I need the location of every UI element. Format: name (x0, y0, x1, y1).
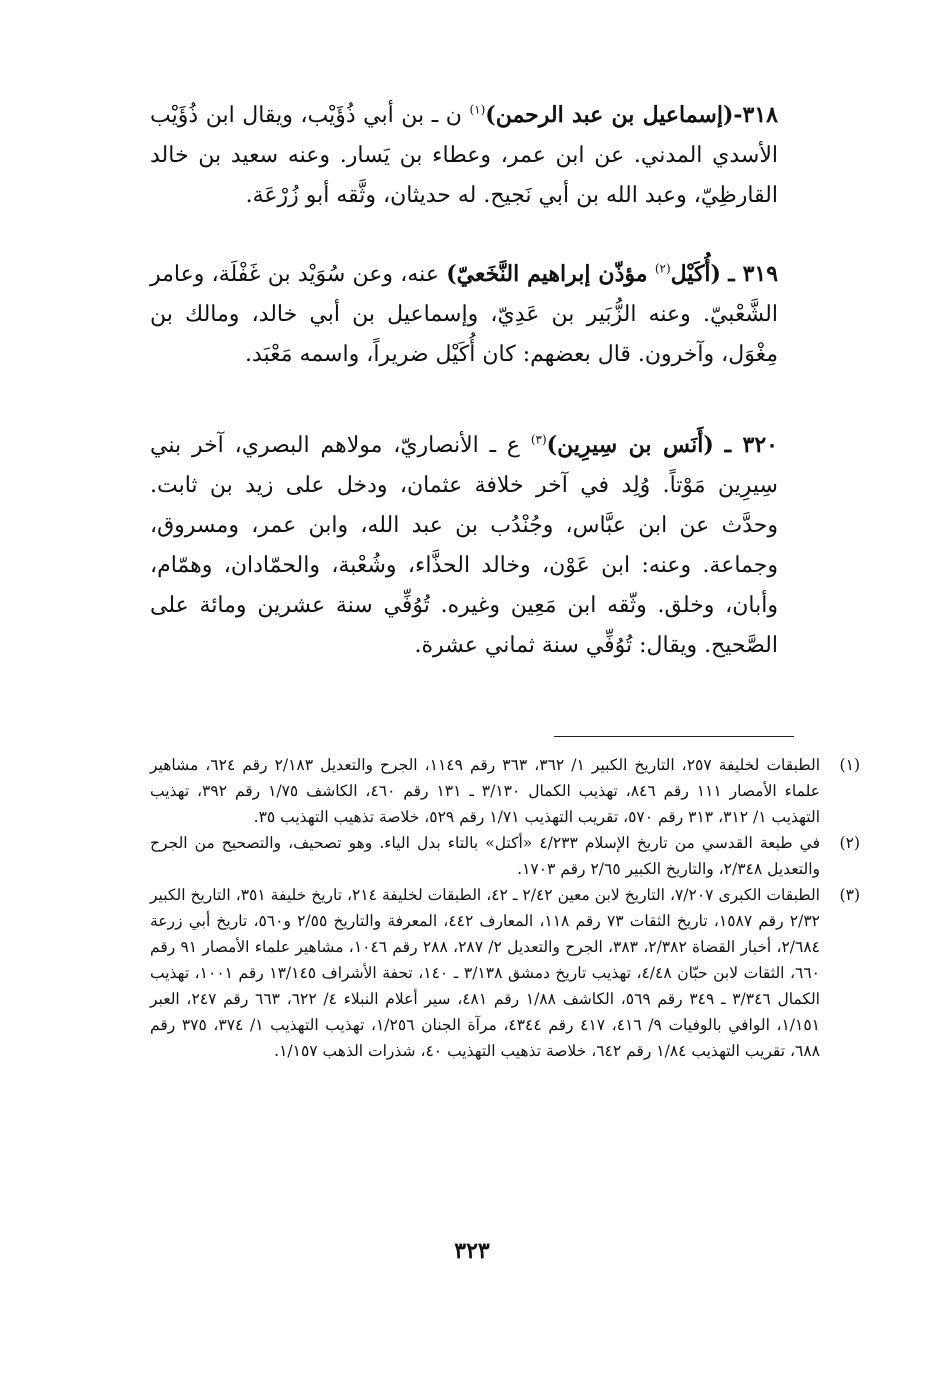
footnote-ref[interactable]: (٣) (530, 432, 547, 447)
footnote-number: (١) (839, 756, 860, 774)
footnote-text: الطبقات الكبرى ٧/٢٠٧، التاريخ لابن معين ٢/٤٢ ـ ٤٢، الطبقات لخليفة ٢١٤، تاريخ خليفة ٣٥١، التاريخ الكبير ٢/٣٢ رقم ١٥٨٧، تاريخ الثقات ٧٣ رقم ١١٨، المعارف ٤٤٢، المعرفة والتاريخ ٢/٥٥ و٥٦٠، تاريخ أبي زرعة ٢/٦٨٤، أخبار القضاة ٢/٣٨٢، ٣٨٣، الجرح والتعديل ٢/ ٢٨٧، ٢٨٨ رقم ١٠٤٦، مشاهير علماء الأمصار ٩١ رقم ٦٦٠، الثقات لابن حبّان ٤/٤٨، تهذيب تاريخ دمشق ٣/١٣٨ ـ ١٤٠، تحفة الأشراف ١٣/١٤٥ رقم ١٠٠١، تهذيب الكمال ٣/٣٤٦ ـ ٣٤٩ رقم ٥٦٩، الكاشف ١/٨٨ رقم ٤٨١، سير أعلام النبلاء ٤/ ٦٢٢، ٦٦٣ رقم ٢٤٧، العبر ١/١٥١، الوافي بالوفيات ٩/ ٤١٦، ٤١٧ رقم ٤٣٤٤، مرآة الجنان ١/٢٥٦، تهذيب التهذيب ١/ ٣٧٤، ٣٧٥ رقم ٦٨٨، تقريب التهذيب ١/٨٤ رقم ٦٤٢، خلاصة تذهيب التهذيب ٤٠، شذرات الذهب ١/١٥٧. (150, 886, 821, 1060)
entry-body: ن ـ بن أبي ذُؤَيْب، ويقال ابن ذُؤَيْب الأسدي المدني. عن ابن عمر، وعطاء بن يَسار. وعنه سعيد بن خالد القارظِيّ، وعبد الله بن أبي نَجيح. له حديثان، وثَّقه أبو زُرْعَة. (150, 103, 778, 208)
main-text (150, 95, 778, 666)
footnote-1 (150, 752, 860, 830)
footnote-2 (150, 830, 860, 882)
footnote-number: (٣) (839, 886, 860, 904)
entry-heading: (أُكَيْل (670, 261, 721, 287)
entry-318 (150, 95, 778, 216)
entry-body: عنه، وعن سُوَيْد بن غَفْلَة، وعامر الشَّعْبيّ. وعنه الزُّبَير بن عَدِيّ، وإسماعيل بن أبي خالد، ومالك بن مِغْوَل، وآخرون. قال بعضهم: كان أُكَيْل ضريراً، واسمه مَعْبَد. (150, 262, 778, 367)
footnote-ref[interactable]: (١) (469, 102, 486, 117)
entry-number: ٣١٨- (733, 102, 778, 128)
entry-number: ٣١٩ ـ (728, 261, 779, 287)
footnote-divider (554, 736, 794, 737)
entry-heading: (أَنَس بن سِيرِين) (546, 432, 714, 458)
entry-heading: (إسماعيل بن عبد الرحمن) (485, 102, 734, 128)
footnote-ref[interactable]: (٢) (654, 261, 671, 276)
entry-320 (150, 425, 778, 666)
footnote-number: (٢) (839, 834, 860, 852)
page-number: ٣٢٣ (454, 1238, 490, 1264)
footnote-text: في طبعة القدسي من تاريخ الإسلام ٤/٢٣٣ «أكتل» بالتاء بدل الياء. وهو تصحيف، والتصحيح من الجرح والتعديل ٢/٣٤٨، والتاريخ الكبير ٢/٦٥ رقم ١٧٠٣. (150, 834, 820, 878)
entry-number: ٣٢٠ ـ (724, 432, 778, 458)
footnote-3 (150, 882, 860, 1064)
footnote-text: الطبقات لخليفة ٢٥٧، التاريخ الكبير ١/ ٣٦٢، ٣٦٣ رقم ١١٤٩، الجرح والتعديل ٢/١٨٣ رقم ٦٢٤، مشاهير علماء الأمصار ١١١ رقم ٨٤٦، تهذيب الكمال ٣/١٣٠ ـ ١٣١ رقم ٤٦٠، الكاشف ١/٧٥ رقم ٣٩٢، تهذيب التهذيب ١/ ٣١٢، ٣١٣ رقم ٥٧٠، تقريب التهذيب ١/٧١ رقم ٥٢٩، خلاصة تذهيب التهذيب ٣٥. (150, 756, 821, 826)
entry-heading-continued: مؤذّن إبراهيم النَّخَعيّ) (446, 261, 648, 287)
footnotes (150, 752, 860, 1064)
entry-319 (150, 254, 778, 375)
entry-body: ع ـ الأنصاريّ، مولاهم البصري، آخر بني سِيرِين مَوْتاً. وُلِد في آخر خلافة عثمان، ودخل على زيد بن ثابت. وحدَّث عن ابن عبَّاس، وجُنْدُب بن عبد الله، وابن عمر، ومسروق، وجماعة. وعنه: ابن عَوْن، وخالد الحذَّاء، وشُعْبة، والحمّادان، وهمّام، وأبان، وخلق. وثّقه ابن مَعِين وغيره. تُوُفِّي سنة عشرين ومائة على الصَّحيح. ويقال: تُوُفِّي سنة ثماني عشرة. (150, 433, 778, 658)
